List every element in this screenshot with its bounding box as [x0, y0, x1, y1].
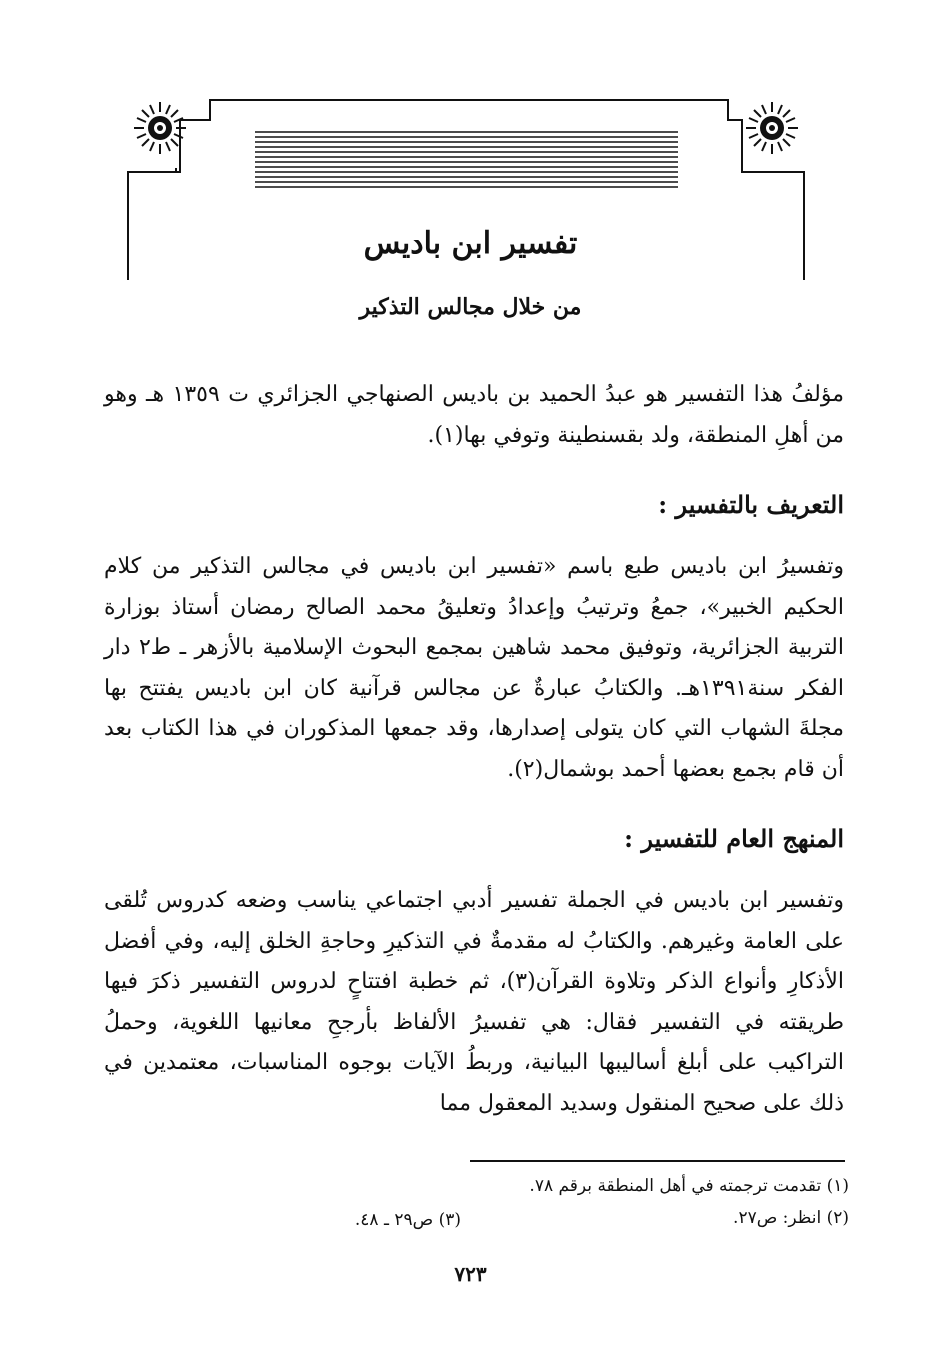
- footnote-separator: [470, 1160, 845, 1162]
- right-sun-ornament: [746, 102, 798, 154]
- section-text-method: وتفسير ابن باديس في الجملة تفسير أدبي اجتماعي يناسب وضعه كدروس تُلقى على العامة وغيرهم. والكتابُ له مقدمةٌ في التذكيرِ وحاجةِ الخلق إليه، وفي أفضل الأذكارِ وأنواع الذكر وتلاوة القرآن(٣)، ثم خطبة افتتاحٍ لدروس التفسير ذكرَ فيها طريقته في التفسير فقال: هي تفسيرُ الألفاظ بأرجحِ معانيها اللغوية، وحملُ التراكيب على أبلغ أساليبها البيانية، وربطُ الآيات بوجوه المناسبات، معتمدين في ذلك على صحيح المنقول وسديد المعقول مما: [104, 888, 845, 1116]
- footnote-2: (٢) انظر: ص٢٧.: [733, 1208, 849, 1228]
- chapter-subtitle: من خلال مجالس التذكير: [359, 294, 582, 320]
- striped-band: [255, 132, 678, 187]
- section-heading-method: المنهج العام للتفسير :: [624, 824, 844, 853]
- section-text-definition: وتفسيرُ ابن باديس طبع باسم «تفسير ابن باديس في مجالس التذكير من كلام الحكيم الخبير»، جمعُ وترتيبُ وإعدادُ وتعليقُ محمد الصالح رمضان أستاذ بوزارة التربية الجزائرية، وتوفيق محمد شاهين بمجمع البحوث الإسلامية بالأزهر ـ ط٢ دار الفكر سنة١٣٩١هـ. والكتابُ عبارةٌ عن مجالس قرآنية كان ابن باديس يفتتح بها مجلةَ الشهاب التي كان يتولى إصدارها، وقد جمعها المذكوران في هذا الكتاب بعد أن قام بجمع بعضها أحمد بوشمال(٢).: [104, 554, 844, 782]
- left-sun-ornament: [134, 102, 186, 154]
- footnote-1: (١) تقدمت ترجمته في أهل المنطقة برقم ٧٨.: [529, 1176, 849, 1196]
- section-heading-definition: التعريف بالتفسير :: [658, 490, 844, 519]
- footnote-3: (٣) ص٢٩ ـ ٤٨.: [354, 1210, 461, 1230]
- page-number: ٧٢٣: [454, 1262, 487, 1286]
- intro-paragraph: مؤلفُ هذا التفسير هو عبدُ الحميد بن باديس الصنهاجي الجزائري ت ١٣٥٩ هـ وهو من أهلِ المنطقة، ولد بقسنطينة وتوفي بها(١).: [104, 382, 845, 448]
- chapter-title: تفسير ابن باديس: [363, 226, 578, 261]
